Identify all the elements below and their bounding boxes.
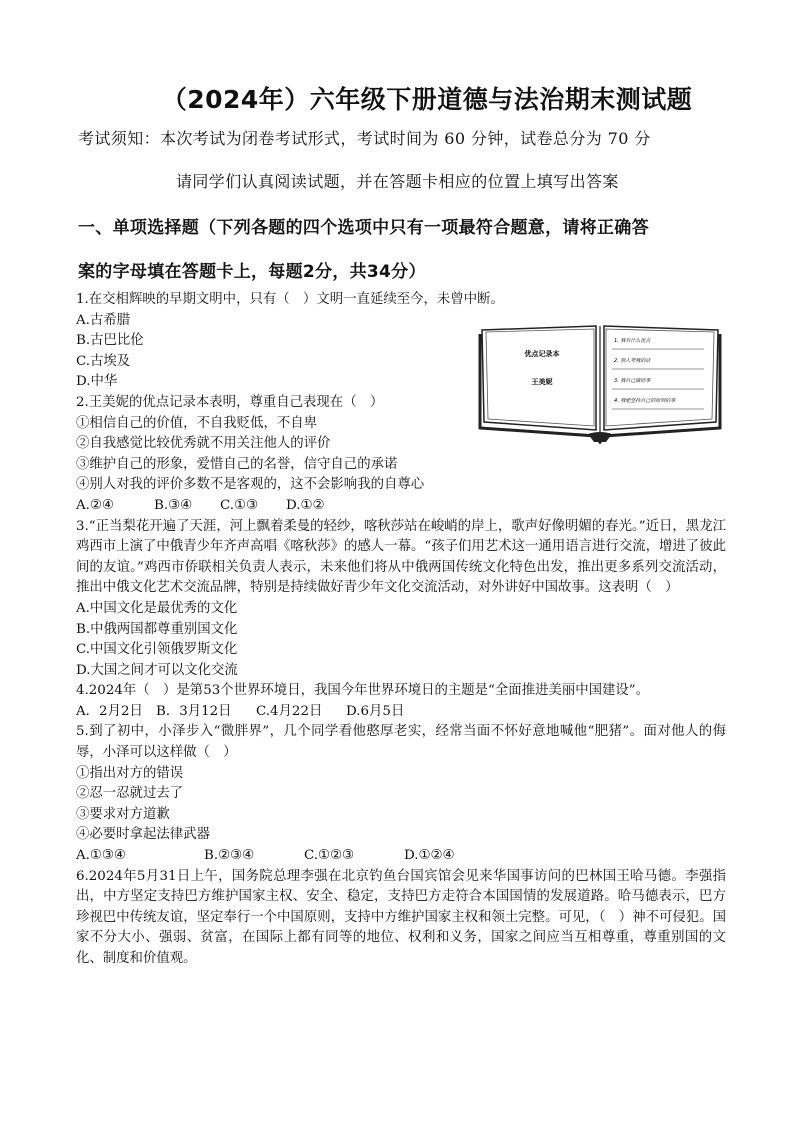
- book-left-name: 王美妮: [531, 378, 553, 386]
- book-right-item-1: 1. 我有什么优点: [614, 338, 651, 344]
- book-right-item-2: 2. 别人夸我的话: [614, 358, 651, 364]
- exam-notice: 考试须知：本次考试为闭卷考试形式，考试时间为 60 分钟，试卷总分为 70 分: [78, 129, 651, 148]
- q2-option-a: A.②④: [76, 497, 114, 513]
- book-left-title: 优点记录本: [524, 350, 560, 358]
- q5-option-d: D.①②④: [404, 848, 455, 864]
- q2-item-4: ④别人对我的评价多数不是客观的，这不会影响我的自尊心: [76, 477, 425, 493]
- q2-item-2: ②自我感觉比较优秀就不用关注他人的评价: [76, 436, 331, 452]
- section-heading-cont: 案的字母填在答题卡上，每题2分，共34分）: [78, 262, 426, 282]
- q3-option-b: B.中俄两国都尊重别国文化: [76, 621, 238, 637]
- q2-option-c: C.①③: [220, 497, 259, 513]
- q5-item-1: ①指出对方的错误: [76, 765, 184, 781]
- questions: [76, 290, 726, 970]
- q2-stem: 2.王美妮的优点记录本表明，尊重自己表现在（ ）: [76, 394, 384, 410]
- q1-option-c: C.古埃及: [76, 353, 131, 369]
- q5-item-4: ④必要时拿起法律武器: [76, 827, 210, 843]
- q4-option-d: D.6月5日: [346, 703, 405, 719]
- q4-option-a: A．2月2日: [76, 703, 143, 719]
- book-right-item-3: 3. 我自己做的事: [614, 378, 651, 384]
- q2-option-b: B.③④: [154, 497, 193, 513]
- q3-stem: 3.“正当梨花开遍了天涯，河上飘着柔曼的轻纱，喀秋莎站在峻峭的岸上，歌声好像明媚的春光。”近日，黑龙江鸡西市上演了中俄青少年齐声高唱《喀秋莎》的感人一幕。“孩子们用艺术这一通用语言进行交流，增进了彼此间的友谊。”鸡西市侨联相关负责人表示，未来他们将从中俄两国传统文化特色出发，推出更多系列交流活动，推出中俄文化艺术交流品牌，特别是持续做好青少年文化交流活动，对外讲好中国故事。这表明（ ）: [76, 518, 726, 596]
- q5-item-2: ②忍一忍就过去了: [76, 786, 184, 802]
- q6-stem: 6.2024年5月31日上午，国务院总理李强在北京钓鱼台国宾馆会见来华国事访问的巴林国王哈马德。李强指出，中方坚定支持巴方维护国家主权、安全、稳定，支持巴方走符合本国国情的发展道路。哈马德表示，巴方珍视巴中传统友谊，坚定奉行一个中国原则，支持中方维护国家主权和领土完整。可见，（ ）神不可侵犯。国家不分大小、强弱、贫富，在国际上都有同等的地位、权利和义务，国家之间应当互相尊重，尊重别国的文化、制度和价值观。: [76, 868, 726, 966]
- q2-item-3: ③维护自己的形象，爱惜自己的名誉，信守自己的承诺: [76, 456, 398, 472]
- section-heading: 一、单项选择题（下列各题的四个选项中只有一项最符合题意，请将正确答: [78, 218, 649, 238]
- q3-option-a: A.中国文化是最优秀的文化: [76, 600, 238, 616]
- q1-option-d: D.中华: [76, 374, 118, 390]
- q3-option-c: C.中国文化引领俄罗斯文化: [76, 642, 238, 658]
- q2-options: [76, 496, 726, 517]
- q5-stem: 5.到了初中，小泽步入“微胖界”，几个同学看他憨厚老实，经常当面不怀好意地喊他“肥猪”。面对他人的侮辱，小泽可以这样做（ ）: [76, 724, 726, 761]
- q4-stem: 4.2024年（ ）是第53个世界环境日，我国今年世界环境日的主题是“全面推进美丽中国建设”。: [76, 683, 650, 699]
- q3-option-d: D.大国之间才可以文化交流: [76, 662, 238, 678]
- q4-options: [76, 702, 726, 723]
- exam-instruction: 请同学们认真阅读试题，并在答题卡相应的位置上填写出答案: [176, 172, 619, 191]
- q5-option-a: A.①③④: [76, 848, 126, 864]
- page-title: （2024年）六年级下册道德与法治期末测试题: [161, 85, 693, 114]
- q2-item-1: ①相信自己的价值，不自我贬低，不自卑: [76, 415, 318, 431]
- q4-option-c: C.4月22日: [256, 703, 323, 719]
- q1-option-a: A.古希腊: [76, 312, 131, 328]
- q4-option-b: B．3月12日: [156, 703, 232, 719]
- q5-options: [76, 846, 726, 867]
- q5-option-b: B.②③④: [204, 848, 255, 864]
- q1-option-b: B.古巴比伦: [76, 333, 144, 349]
- q5-option-c: C.①②③: [304, 848, 355, 864]
- book-right-item-4: 4. 我能坚持自己的原则的事: [614, 398, 676, 404]
- q2-option-d: D.①②: [286, 497, 325, 513]
- q5-item-3: ③要求对方道歉: [76, 806, 170, 822]
- q1-stem: 1.在交相辉映的早期文明中，只有（ ）文明一直延续至今，未曾中断。: [76, 292, 504, 307]
